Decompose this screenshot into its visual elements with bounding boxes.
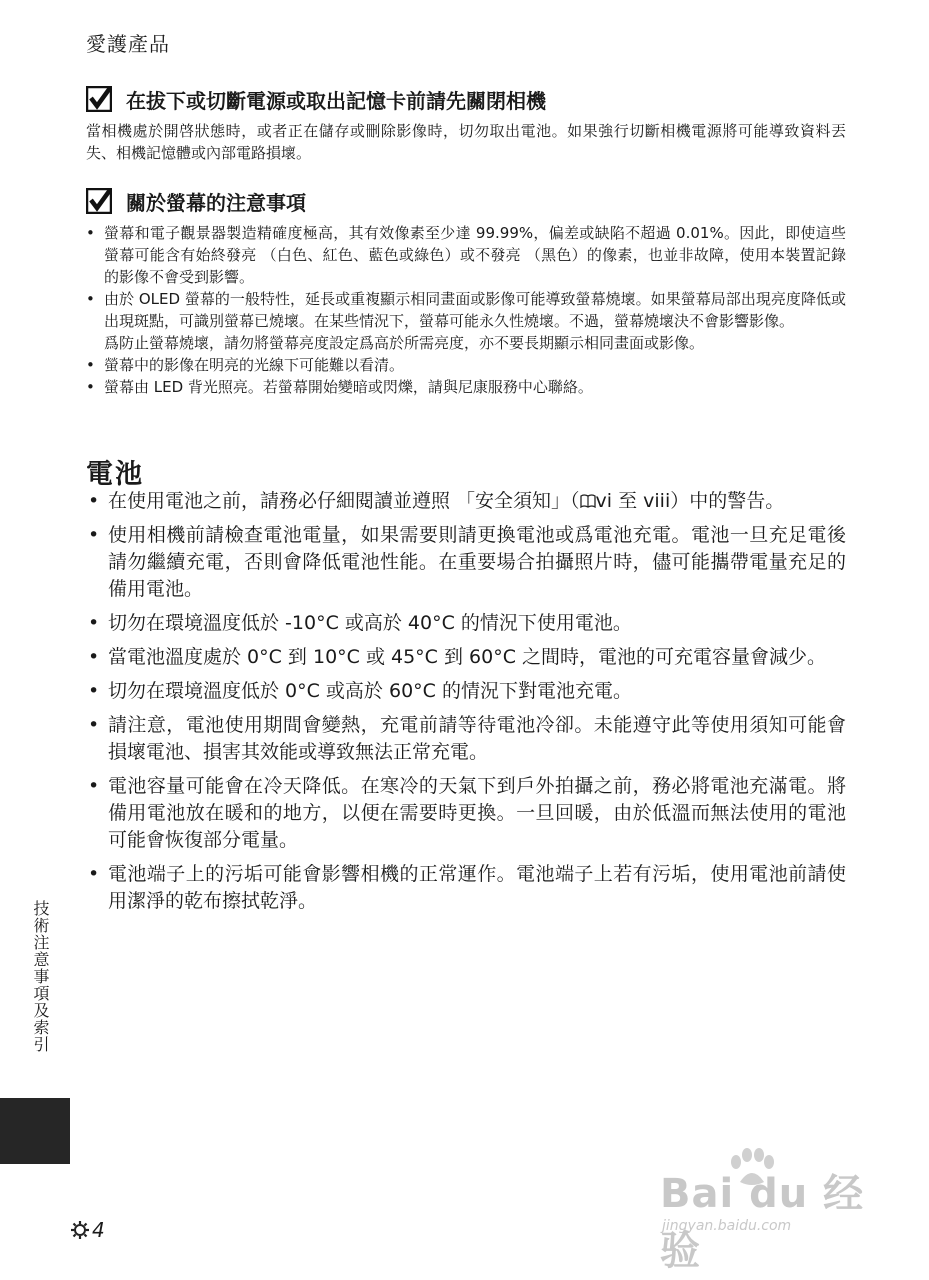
- list-item: • 由於 OLED 螢幕的一般特性，延長或重複顯示相同畫面或影像可能導致螢幕燒壞。如果螢幕局部出現亮度降低或出現斑點，可識別螢幕已燒壞。在某些情況下，螢幕可能永久性燒壞。不過，螢幕燒壞決不會影響影像。 爲防止螢幕燒壞，請勿將螢幕亮度設定爲高於所需亮度，亦不要長期顯示相同畫面或影像。: [86, 290, 846, 352]
- list-item-extra: 爲防止螢幕燒壞，請勿將螢幕亮度設定爲高於所需亮度，亦不要長期顯示相同畫面或影像。: [104, 334, 705, 352]
- list-item: • 使用相機前請檢查電池電量，如果需要則請更換電池或爲電池充電。電池一旦充足電後請勿繼續充電，否則會降低電池性能。在重要場合拍攝照片時，儘可能攜帶電量充足的備用電池。: [88, 524, 846, 600]
- monitor-list: [86, 222, 846, 398]
- note-title-text: 關於螢幕的注意事項: [126, 190, 306, 215]
- page-number: [70, 1218, 105, 1242]
- note-title: [86, 186, 846, 216]
- watermark-sub: jingyan.baidu.com: [662, 1218, 792, 1234]
- list-item: • 螢幕由 LED 背光照亮。若螢幕開始變暗或閃爍，請與尼康服務中心聯絡。: [86, 378, 593, 396]
- note-title-text: 在拔下或切斷電源或取出記憶卡前請先關閉相機: [126, 88, 546, 113]
- list-item: • 切勿在環境溫度低於 -10°C 或高於 40°C 的情況下使用電池。: [88, 612, 632, 634]
- list-item: • 在使用電池之前，請務必仔細閱讀並遵照 「安全須知」（ vi 至 viii）中的警告。: [88, 490, 785, 512]
- list-item: • 電池端子上的污垢可能會影響相機的正常運作。電池端子上若有污垢，使用電池前請使用潔淨的乾布擦拭乾淨。: [88, 863, 846, 912]
- page-number-text: 4: [92, 1218, 105, 1242]
- list-item: • 切勿在環境溫度低於 0°C 或高於 60°C 的情況下對電池充電。: [88, 680, 632, 702]
- watermark-main: Bai du 经验: [660, 1171, 865, 1274]
- list-item: • 當電池溫度處於 0°C 到 10°C 或 45°C 到 60°C 之間時，電池的可充電容量會減少。: [88, 646, 827, 668]
- list-item: • 請注意，電池使用期間會變熱，充電前請等待電池冷卻。未能遵守此等使用須知可能會損壞電池、損害其效能或導致無法正常充電。: [88, 714, 846, 763]
- section-title: 電池: [86, 459, 144, 490]
- note-monitor: [86, 186, 846, 398]
- sidebar-tab: [0, 1098, 70, 1164]
- sidebar-label: 技術注意事項及索引: [31, 900, 50, 1053]
- note-title: [86, 84, 846, 114]
- list-item: • 螢幕和電子觀景器製造精確度極高，其有效像素至少達 99.99%，偏差或缺陷不超過 0.01%。因此，即使這些螢幕可能含有始終發亮 （白色、紅色、藍色或綠色）或不發亮 （黑色）的像素，也並非故障，使用本裝置記錄的影像不會受到影響。: [86, 224, 846, 286]
- check-icon: [86, 86, 112, 112]
- gear-icon: [70, 1220, 90, 1240]
- book-icon: [580, 494, 596, 508]
- note-power-off: [86, 84, 846, 164]
- note-body: 當相機處於開啓狀態時，或者正在儲存或刪除影像時，切勿取出電池。如果強行切斷相機電源將可能導致資料丟失、相機記憶體或內部電路損壞。: [86, 122, 846, 162]
- watermark: [660, 1148, 880, 1274]
- battery-list: [86, 488, 846, 922]
- list-item: • 螢幕中的影像在明亮的光線下可能難以看清。: [86, 356, 405, 374]
- check-icon: [86, 188, 112, 214]
- list-item: • 電池容量可能會在冷天降低。在寒冷的天氣下到戶外拍攝之前，務必將電池充滿電。將備用電池放在暖和的地方，以便在需要時更換。一旦回暖，由於低溫而無法使用的電池可能會恢復部分電量。: [88, 775, 846, 851]
- page-header: 愛護產品: [86, 32, 170, 56]
